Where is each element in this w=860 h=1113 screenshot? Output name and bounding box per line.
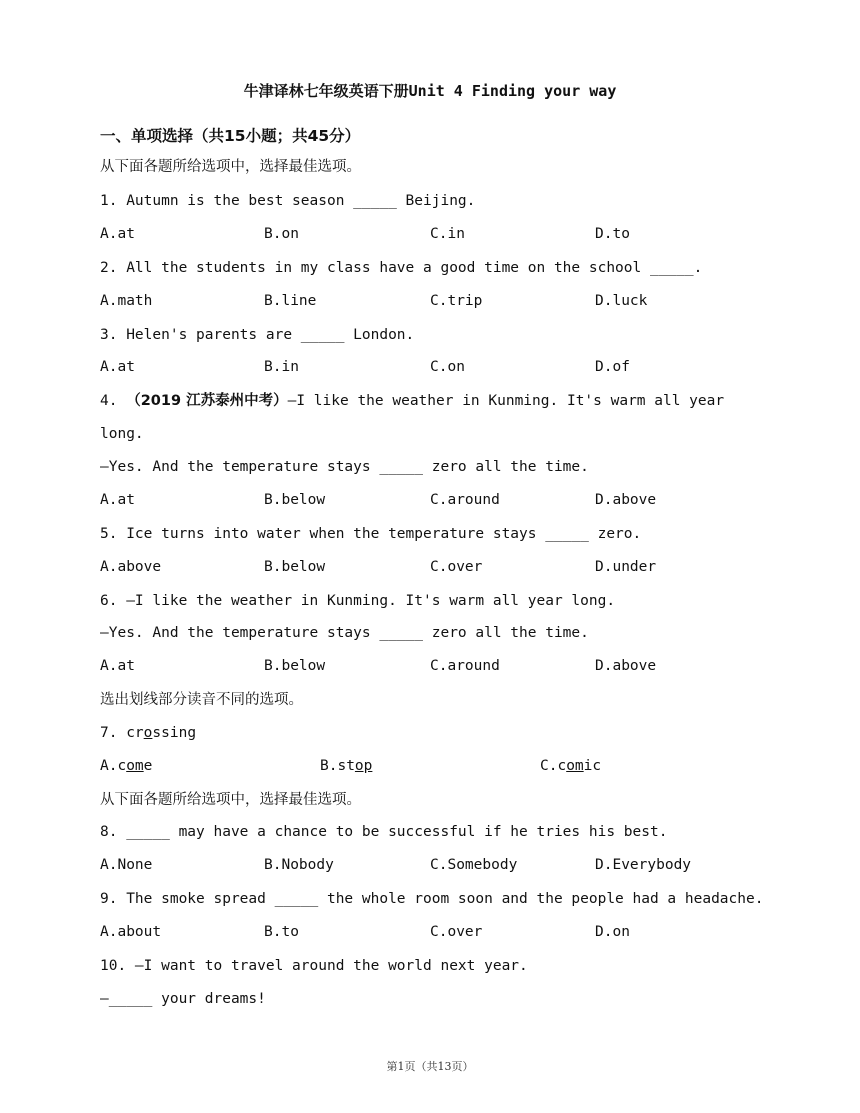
q6-option-a[interactable]: A.at: [100, 658, 135, 674]
q7-a-pre: A.c: [100, 758, 127, 774]
q9-option-a[interactable]: A.about: [100, 924, 162, 940]
q8-option-b[interactable]: B.Nobody: [264, 857, 334, 873]
q5-option-c[interactable]: C.over: [430, 559, 483, 575]
question-7: [100, 723, 196, 743]
q7-c-pre: C.c: [540, 758, 567, 774]
document-title: 牛津译林七年级英语下册Unit 4 Finding your way: [243, 82, 617, 100]
q3-option-c[interactable]: C.on: [430, 359, 465, 375]
q1-option-d[interactable]: D.to: [595, 226, 630, 242]
question-10-reply: —_____ your dreams!: [100, 991, 266, 1007]
question-4-cont: long.: [100, 426, 144, 442]
q3-option-d[interactable]: D.of: [595, 359, 630, 375]
q5-option-d[interactable]: D.under: [595, 559, 657, 575]
q7-option-c[interactable]: [540, 756, 601, 776]
q3-option-b[interactable]: B.in: [264, 359, 299, 375]
question-4: [100, 391, 724, 411]
q4-option-d[interactable]: D.above: [595, 492, 657, 508]
q7-word-underlined: o: [143, 725, 153, 741]
q7-c-post: ic: [583, 758, 602, 774]
q2-option-b[interactable]: B.line: [264, 293, 317, 309]
q5-option-b[interactable]: B.below: [264, 559, 326, 575]
q7-word-pre: cr: [126, 725, 144, 741]
question-1: 1. Autumn is the best season _____ Beijing.: [100, 193, 476, 209]
question-9: 9. The smoke spread _____ the whole room soon and the people had a headache.: [100, 891, 764, 907]
q1-option-b[interactable]: B.on: [264, 226, 299, 242]
q7-option-b[interactable]: [320, 756, 372, 776]
question-3: 3. Helen's parents are _____ London.: [100, 327, 415, 343]
q6-option-d[interactable]: D.above: [595, 658, 657, 674]
q6-option-c[interactable]: C.around: [430, 658, 500, 674]
q2-option-c[interactable]: C.trip: [430, 293, 483, 309]
q4-option-a[interactable]: A.at: [100, 492, 135, 508]
question-8: 8. _____ may have a chance to be successful if he tries his best.: [100, 824, 668, 840]
q1-option-a[interactable]: A.at: [100, 226, 135, 242]
q9-option-c[interactable]: C.over: [430, 924, 483, 940]
question-10: 10. —I want to travel around the world next year.: [100, 958, 528, 974]
q7-word-post: ssing: [152, 725, 197, 741]
q7-a-post: e: [143, 758, 153, 774]
q9-option-b[interactable]: B.to: [264, 924, 299, 940]
question-6: 6. —I like the weather in Kunming. It's warm all year long.: [100, 593, 616, 609]
q7-c-underlined: om: [566, 758, 584, 774]
q3-option-a[interactable]: A.at: [100, 359, 135, 375]
q4-text: —I like the weather in Kunming. It's warm all year: [287, 393, 725, 409]
instruction-2: 选出划线部分读音不同的选项。: [100, 692, 303, 708]
instruction-1: 从下面各题所给选项中，选择最佳选项。: [100, 159, 361, 175]
q4-number: 4.: [100, 393, 127, 409]
page-footer: 第1页（共13页）: [386, 1060, 474, 1073]
q7-number: 7.: [100, 725, 127, 741]
q5-option-a[interactable]: A.above: [100, 559, 162, 575]
section-heading: 一、单项选择（共15小题；共45分）: [100, 127, 361, 145]
q6-option-b[interactable]: B.below: [264, 658, 326, 674]
q1-option-c[interactable]: C.in: [430, 226, 465, 242]
q2-option-d[interactable]: D.luck: [595, 293, 648, 309]
q7-option-a[interactable]: [100, 756, 152, 776]
question-6-reply: —Yes. And the temperature stays _____ zero all the time.: [100, 625, 589, 641]
question-5: 5. Ice turns into water when the temperature stays _____ zero.: [100, 526, 642, 542]
question-4-reply: —Yes. And the temperature stays _____ zero all the time.: [100, 459, 589, 475]
q4-option-c[interactable]: C.around: [430, 492, 500, 508]
q8-option-c[interactable]: C.Somebody: [430, 857, 518, 873]
q2-option-a[interactable]: A.math: [100, 293, 153, 309]
q9-option-d[interactable]: D.on: [595, 924, 630, 940]
q4-option-b[interactable]: B.below: [264, 492, 326, 508]
q7-b-underlined: op: [354, 758, 373, 774]
q7-a-underlined: om: [126, 758, 144, 774]
q7-b-pre: B.st: [320, 758, 355, 774]
q4-source: （2019 江苏泰州中考）: [126, 393, 288, 409]
instruction-3: 从下面各题所给选项中，选择最佳选项。: [100, 792, 361, 808]
q8-option-a[interactable]: A.None: [100, 857, 153, 873]
question-2: 2. All the students in my class have a good time on the school _____.: [100, 260, 703, 276]
q8-option-d[interactable]: D.Everybody: [595, 857, 692, 873]
